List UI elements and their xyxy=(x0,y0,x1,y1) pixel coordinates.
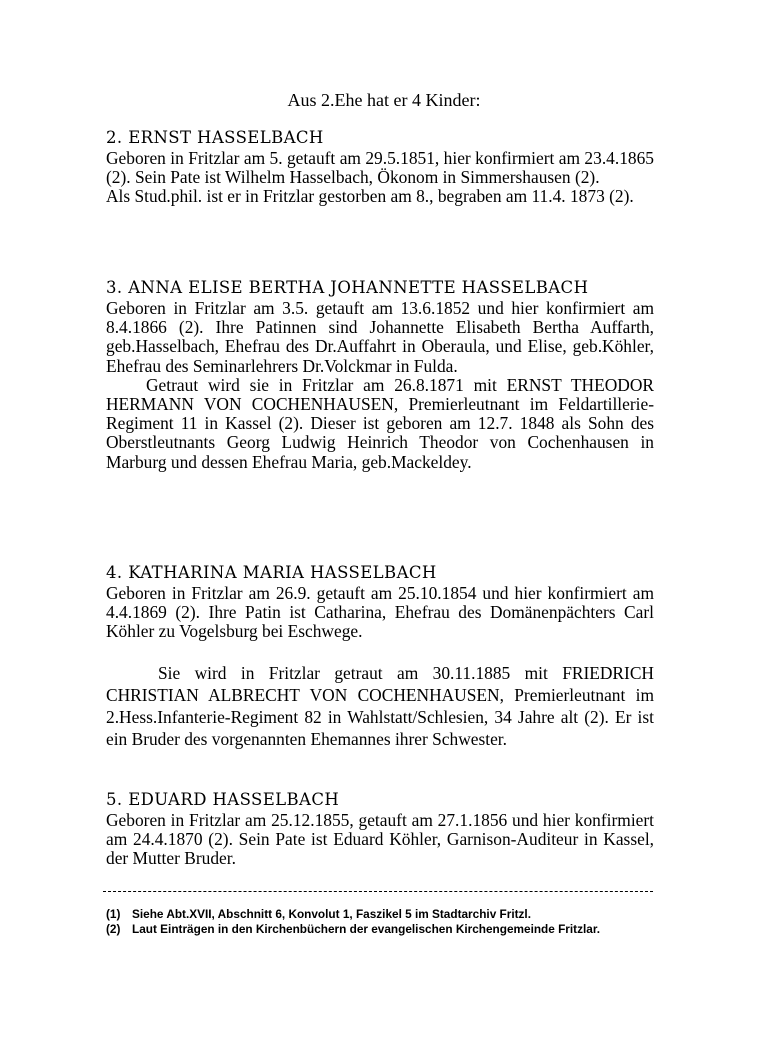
section-heading: 5. EDUARD HASSELBACH xyxy=(106,790,340,809)
footnotes xyxy=(106,907,651,937)
footnote-mark: (1) xyxy=(106,907,121,921)
footnote xyxy=(106,922,651,937)
paragraph: Sie wird in Fritzlar getraut am 30.11.1885 mit FRIEDRICH CHRISTIAN ALBRECHT VON COCHENHAUSEN, Premierleutnant im 2.Hess.Infanterie-Regiment 82 in Wahlstatt/Schlesien, 34 Jahre alt (2). Er ist ein Bruder des vorgenannten Ehemannes ihrer Schwester. xyxy=(106,662,654,749)
footnote-mark: (2) xyxy=(106,922,121,936)
paragraph: Geboren in Fritzlar am 3.5. getauft am 13.6.1852 und hier konfirmiert am 8.4.1866 (2). Ihre Patinnen sind Johannette Elisabeth Bertha Auffarth, geb.Hasselbach, Ehefrau des Dr.Auffahrt in Oberaula, und Elise, geb.Köhler, Ehefrau des Seminarlehrers Dr.Volckmar in Fulda. xyxy=(106,298,654,376)
intro-line: Aus 2.Ehe hat er 4 Kinder: xyxy=(287,90,481,110)
paragraph: Getraut wird sie in Fritzlar am 26.8.1871 mit ERNST THEODOR HERMANN VON COCHENHAUSEN, Premierleutnant im Feldartillerie-Regiment 11 in Kassel (2). Dieser ist geboren am 12.7. 1848 als Sohn des Oberstleutnants Georg Ludwig Heinrich Theodor von Cochenhausen in Marburg und dessen Ehefrau Maria, geb.Mackeldey. xyxy=(106,374,654,472)
paragraph: Geboren in Fritzlar am 25.12.1855, getauft am 27.1.1856 und hier konfirmiert am 24.4.1870 (2). Sein Pate ist Eduard Köhler, Garnison-Auditeur in Kassel, der Mutter Bruder. xyxy=(106,810,654,869)
section-heading: 3. ANNA ELISE BERTHA JOHANNETTE HASSELBACH xyxy=(106,278,589,297)
section-eduard xyxy=(106,790,654,869)
footnote-text: Siehe Abt.XVII, Abschnitt 6, Konvolut 1, Faszikel 5 im Stadtarchiv Fritzl. xyxy=(132,907,531,921)
paragraph: Geboren in Fritzlar am 26.9. getauft am 25.10.1854 und hier konfirmiert am 4.4.1869 (2). Ihre Patin ist Catharina, Ehefrau des Domänenpächters Carl Köhler zu Vogelsburg bei Eschwege. xyxy=(106,583,654,642)
paragraph: Als Stud.phil. ist er in Fritzlar gestorben am 8., begraben am 11.4. 1873 (2). xyxy=(106,186,634,207)
footnote xyxy=(106,907,651,922)
paragraph: Geboren in Fritzlar am 5. getauft am 29.5.1851, hier konfirmiert am 23.4.1865 (2). Sein Pate ist Wilhelm Hasselbach, Ökonom in Simmershausen (2). xyxy=(106,148,654,188)
section-heading: 2. ERNST HASSELBACH xyxy=(106,128,324,147)
footnote-divider xyxy=(103,891,653,892)
section-katharina xyxy=(106,563,654,750)
footnote-text: Laut Einträgen in den Kirchenbüchern der evangelischen Kirchengemeinde Fritzlar. xyxy=(132,922,601,936)
section-ernst xyxy=(106,128,654,207)
section-anna xyxy=(106,278,654,472)
section-heading: 4. KATHARINA MARIA HASSELBACH xyxy=(106,563,437,582)
